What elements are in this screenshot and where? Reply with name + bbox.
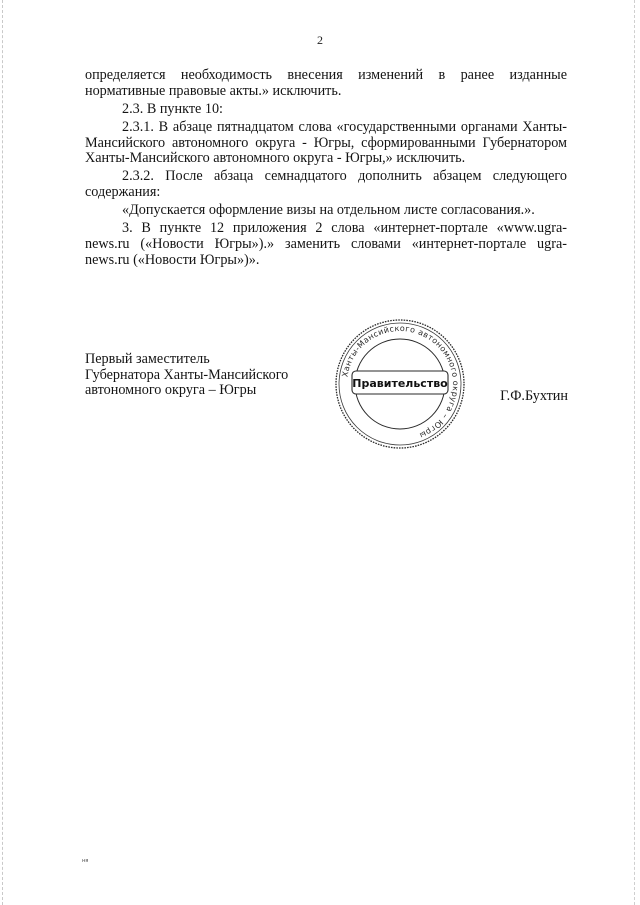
paragraph-quote: «Допускается оформление визы на отдельном листе согласования.». bbox=[122, 202, 535, 219]
stamp-ring-text: Ханты-Мансийского автономного округа – Югры bbox=[340, 323, 461, 441]
signatory-name: Г.Ф.Бухтин bbox=[500, 388, 568, 404]
document-body bbox=[85, 68, 567, 268]
scan-right-edge bbox=[634, 0, 637, 905]
signatory-position-line: Первый заместитель bbox=[85, 351, 210, 367]
official-stamp bbox=[332, 316, 468, 452]
paragraph-3: 3. В пункте 12 приложения 2 слова «интернет-портале «www.ugra-news.ru («Новости Югры»).» заменить словами «интернет-портале ugra-news.ru («Новости Югры»)». bbox=[85, 220, 567, 268]
page-number: 2 bbox=[317, 33, 323, 47]
paragraph-2-3-2: 2.3.2. После абзаца семнадцатого дополнить абзацем следующего содержания: bbox=[85, 168, 567, 200]
footer-mark: ня bbox=[82, 858, 89, 864]
paragraph-2-3-1: 2.3.1. В абзаце пятнадцатом слова «государственными органами Ханты-Мансийского автономного округа - Югры, сформированными Губернатором Ханты-Мансийского автономного округа - Югры,» исключить. bbox=[85, 118, 567, 167]
signatory-position bbox=[85, 352, 288, 399]
scan-left-edge bbox=[2, 0, 5, 905]
paragraph-continuation: определяется необходимость внесения изменений в ранее изданные нормативные правовые акты.» исключить. bbox=[85, 67, 567, 99]
signatory-position-line: Губернатора Ханты-Мансийского bbox=[85, 366, 289, 383]
signatory-position-line: автономного округа – Югры bbox=[85, 382, 257, 399]
paragraph-2-3: 2.3. В пункте 10: bbox=[122, 100, 223, 117]
stamp-center-text: Правительство bbox=[352, 377, 448, 390]
